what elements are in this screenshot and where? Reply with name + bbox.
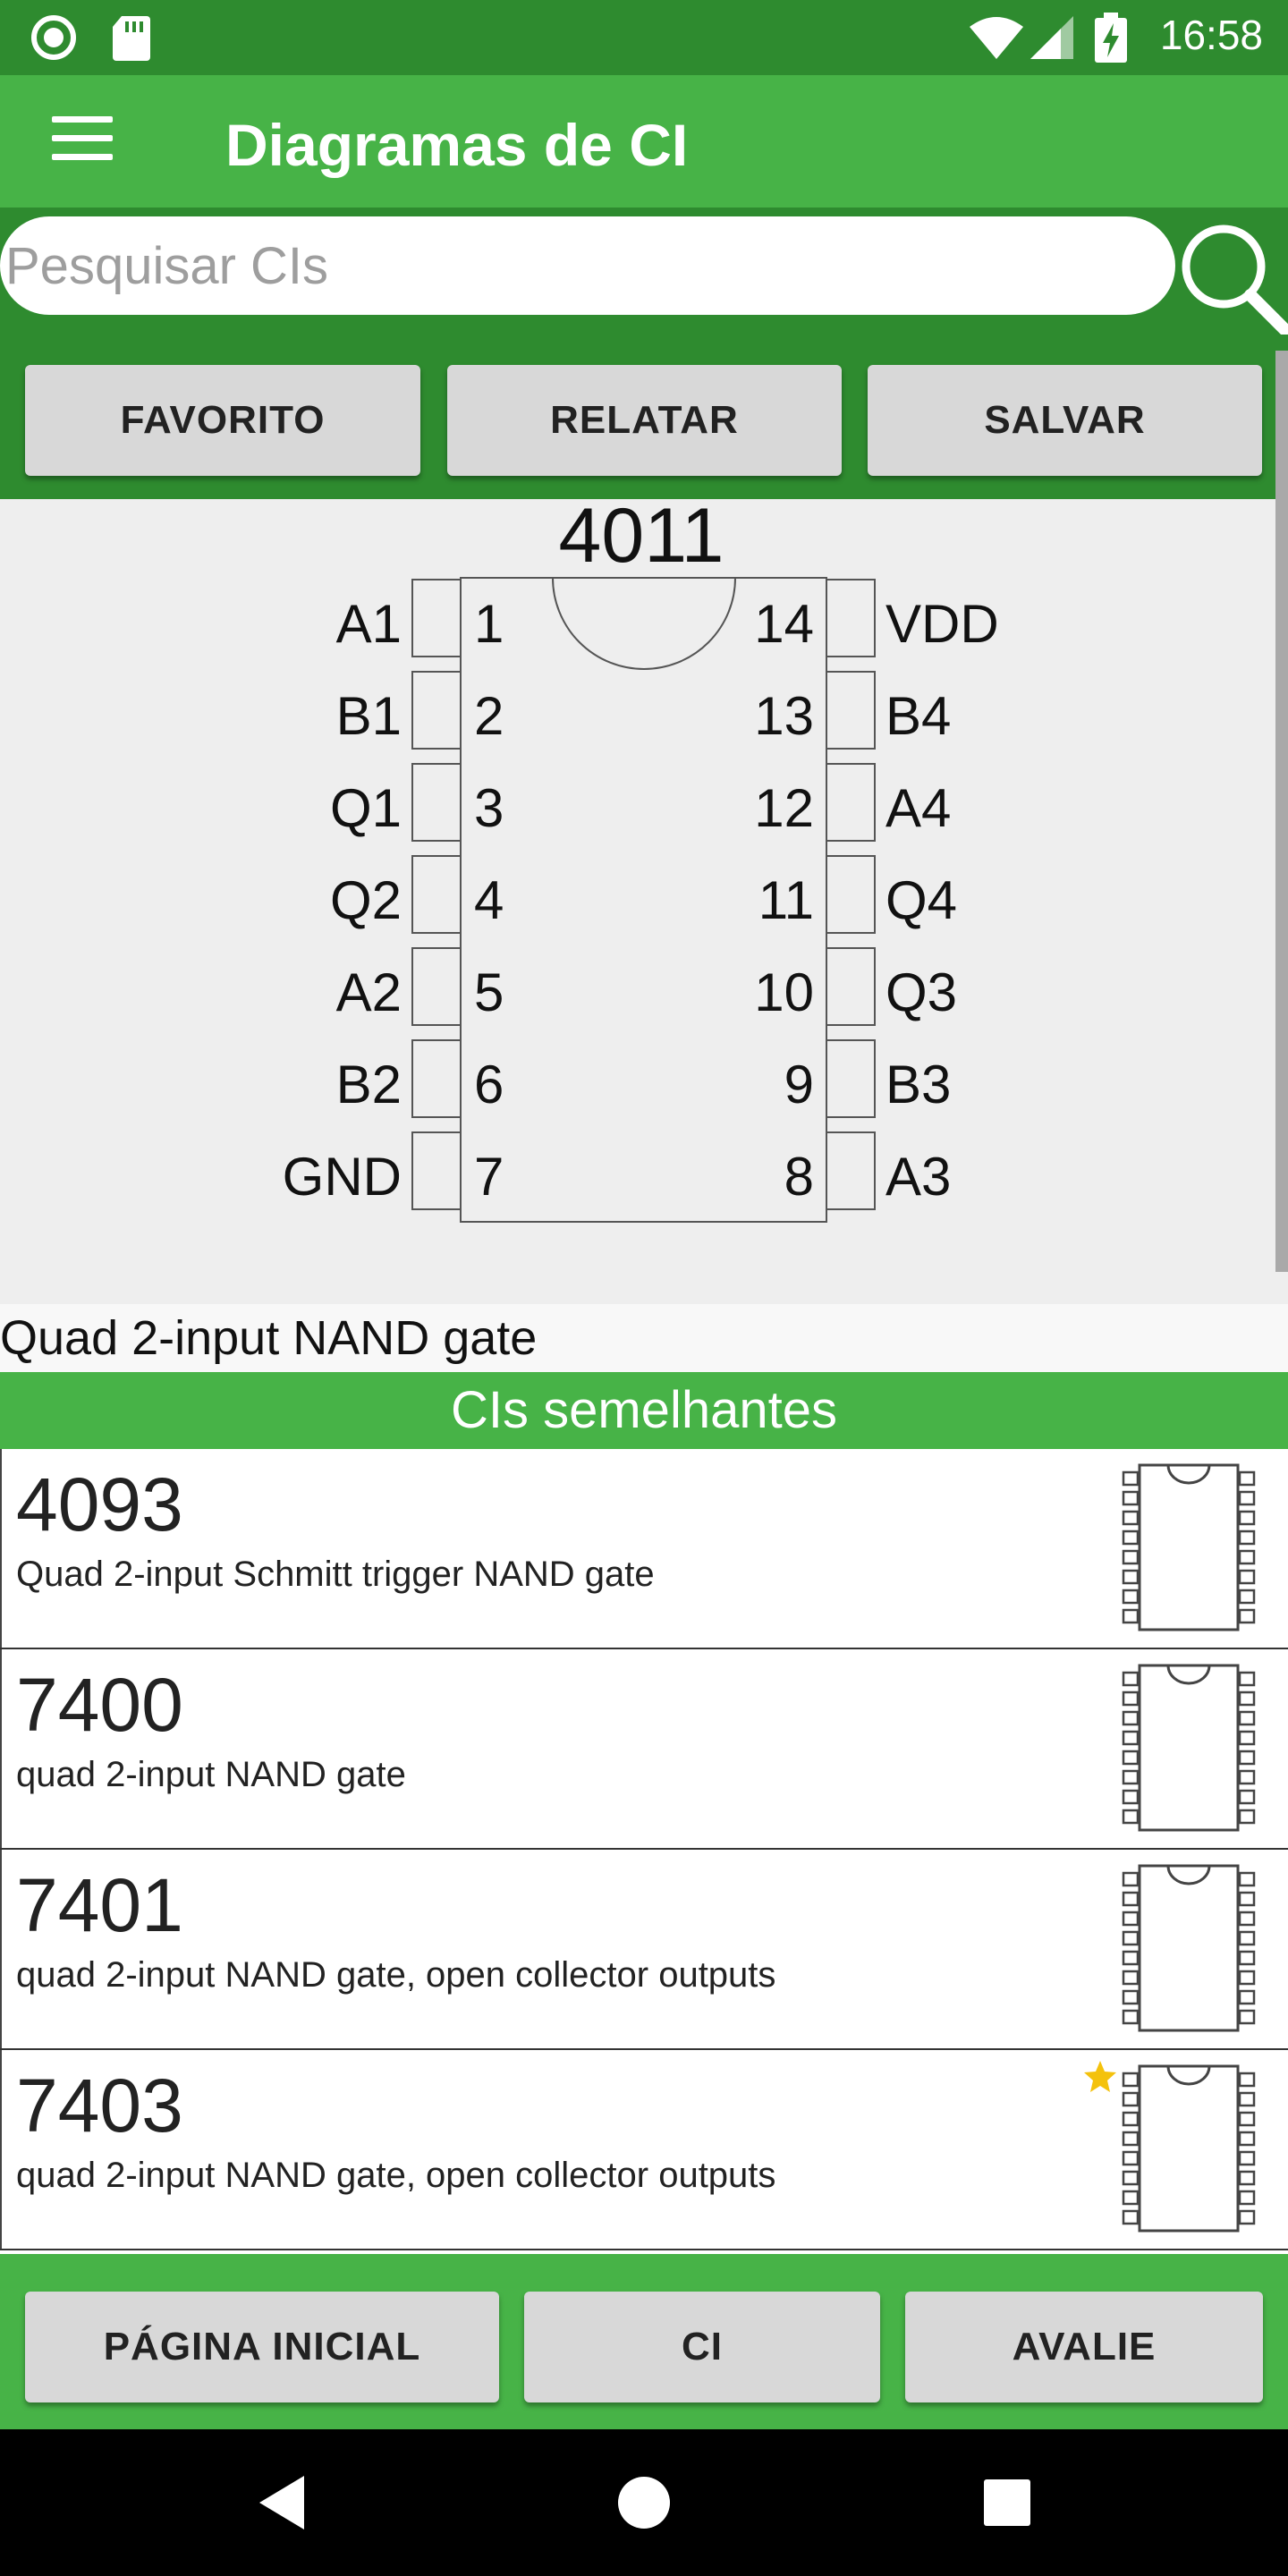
chip-thumbnail <box>1080 1649 1288 1848</box>
pinout-svg <box>0 499 1288 1304</box>
chip-number: 4011 <box>558 499 724 579</box>
pin-number: 13 <box>754 686 814 746</box>
pin-box <box>826 948 875 1025</box>
wifi-icon <box>968 14 1025 61</box>
chip-description: Quad 2-input NAND gate <box>0 1304 1288 1372</box>
recents-icon[interactable] <box>982 2478 1032 2528</box>
pin-number: 11 <box>758 870 814 930</box>
page-title: Diagramas de CI <box>225 112 689 178</box>
similar-header: CIs semelhantes <box>0 1372 1288 1449</box>
notification-dot-icon <box>30 14 77 61</box>
pin-label: A1 <box>335 594 402 654</box>
app-bar <box>0 75 1288 208</box>
status-bar <box>0 0 1288 75</box>
pin-number: 5 <box>474 962 504 1022</box>
pin-label: B2 <box>335 1055 402 1114</box>
chip-number: 7400 <box>16 1663 183 1747</box>
signal-icon <box>1029 14 1075 61</box>
pin-label: B4 <box>886 686 952 746</box>
pin-label: Q1 <box>329 778 402 838</box>
pin-box <box>826 1040 875 1117</box>
pin-label: Q2 <box>329 870 402 930</box>
search-icon[interactable] <box>1177 218 1288 335</box>
similar-list <box>0 1449 1288 2254</box>
pin-number: 14 <box>754 594 814 654</box>
pin-label: GND <box>282 1147 402 1207</box>
rate-button[interactable]: AVALIE <box>905 2292 1263 2402</box>
pinout-diagram <box>0 499 1288 1304</box>
pin-box <box>826 856 875 933</box>
pin-box <box>412 1040 461 1117</box>
pin-box <box>412 580 461 657</box>
pin-box <box>826 672 875 749</box>
ic-chip-icon <box>1122 1864 1256 2034</box>
chip-number: 7403 <box>16 2063 183 2148</box>
favorite-button[interactable]: FAVORITO <box>25 365 420 476</box>
pin-number: 6 <box>474 1055 504 1114</box>
pin-box <box>826 580 875 657</box>
pin-label: Q3 <box>886 962 958 1022</box>
pin-box <box>412 764 461 841</box>
pin-label: VDD <box>886 594 999 654</box>
chip-description: quad 2-input NAND gate, open collector outputs <box>16 2156 776 2195</box>
pin-number: 1 <box>474 594 504 654</box>
save-button[interactable]: SALVAR <box>868 365 1262 476</box>
list-item[interactable] <box>0 1449 1288 1649</box>
chip-number: 4093 <box>16 1462 183 1546</box>
list-item[interactable] <box>0 1649 1288 1850</box>
chip-description: quad 2-input NAND gate, open collector outputs <box>16 1955 776 1995</box>
chip-thumbnail <box>1080 2050 1288 2249</box>
pin-box <box>826 1132 875 1209</box>
left-pins <box>283 580 504 1209</box>
list-item[interactable] <box>0 1850 1288 2050</box>
chip-number: 7401 <box>16 1863 183 1947</box>
menu-icon[interactable] <box>52 116 123 170</box>
pin-number: 12 <box>754 778 814 838</box>
pin-number: 3 <box>474 778 504 838</box>
pin-number: 4 <box>474 870 504 930</box>
pin-label: B1 <box>335 686 402 746</box>
pin-box <box>412 948 461 1025</box>
ic-chip-icon <box>1122 1664 1256 1834</box>
scrollbar[interactable] <box>1275 351 1288 1272</box>
pin-box <box>412 672 461 749</box>
chip-description: Quad 2-input Schmitt trigger NAND gate <box>16 1555 655 1594</box>
pin-number: 7 <box>474 1147 504 1207</box>
pin-number: 2 <box>474 686 504 746</box>
pin-label: Q4 <box>886 870 958 930</box>
ic-chip-icon <box>1122 2064 1256 2234</box>
pin-number: 10 <box>754 962 814 1022</box>
pin-label: A2 <box>335 962 402 1022</box>
pin-number: 8 <box>784 1147 814 1207</box>
search-input[interactable] <box>0 216 1175 315</box>
pin-box <box>412 856 461 933</box>
report-button[interactable]: RELATAR <box>447 365 842 476</box>
ci-button[interactable]: CI <box>524 2292 880 2402</box>
pin-box <box>412 1132 461 1209</box>
pin-number: 9 <box>784 1055 814 1114</box>
sd-card-icon <box>111 14 152 61</box>
system-nav-bar <box>0 2429 1288 2576</box>
list-item[interactable] <box>0 2050 1288 2250</box>
star-icon <box>1082 2059 1118 2095</box>
bottom-toolbar <box>0 2254 1288 2429</box>
back-icon[interactable] <box>256 2474 306 2531</box>
ic-chip-icon <box>1122 1463 1256 1633</box>
pin-box <box>826 764 875 841</box>
search-bar <box>0 208 1288 351</box>
home-button[interactable]: PÁGINA INICIAL <box>25 2292 499 2402</box>
chip-thumbnail <box>1080 1850 1288 2048</box>
home-icon[interactable] <box>617 2476 671 2529</box>
battery-charging-icon <box>1095 13 1127 63</box>
clock: 16:58 <box>1159 12 1263 58</box>
pin-label: B3 <box>886 1055 952 1114</box>
chip-description: quad 2-input NAND gate <box>16 1755 406 1794</box>
right-pins <box>754 580 998 1209</box>
action-toolbar <box>0 351 1288 499</box>
chip-notch <box>553 578 735 669</box>
chip-thumbnail <box>1080 1449 1288 1648</box>
pin-label: A3 <box>886 1147 952 1207</box>
pin-label: A4 <box>886 778 952 838</box>
